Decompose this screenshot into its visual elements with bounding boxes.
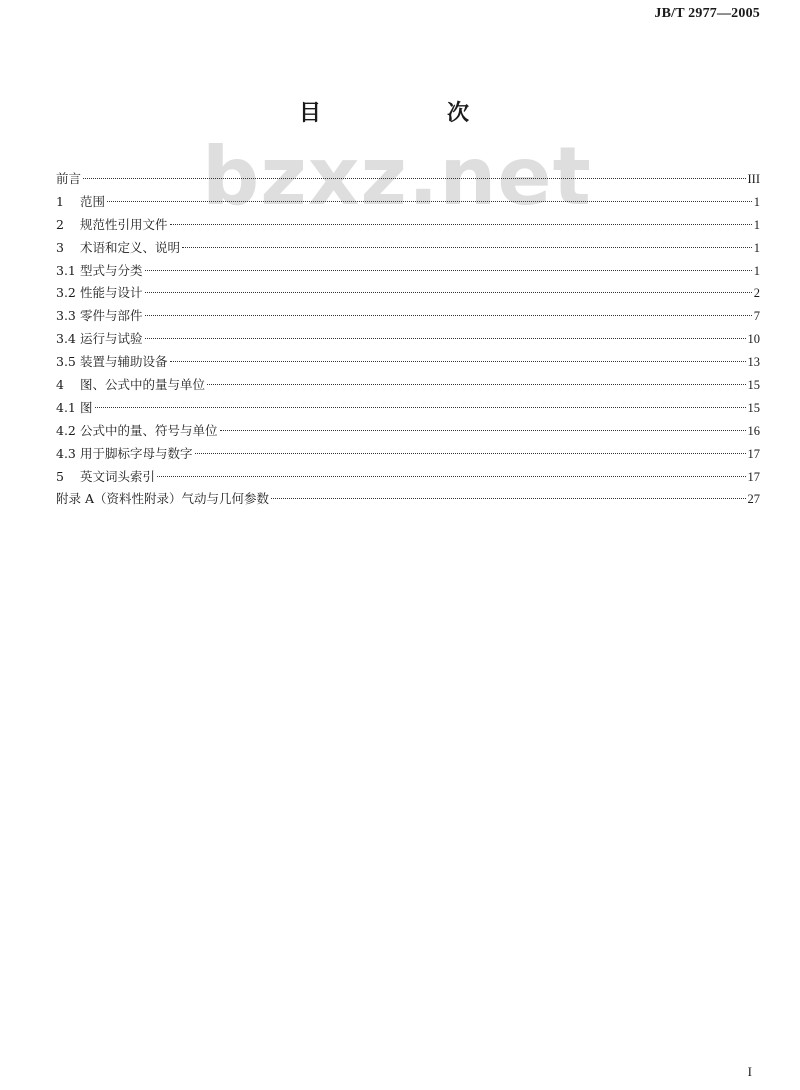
- toc-leader-dots: [170, 224, 752, 225]
- toc-entry-7[interactable]: [56, 328, 760, 351]
- toc-entry-number: 4.2: [56, 422, 76, 438]
- toc-leader-dots: [83, 178, 745, 179]
- toc-entry-page: 17: [747, 469, 760, 484]
- toc-entry-0[interactable]: [56, 168, 760, 191]
- toc-entry-number: 3.4: [56, 331, 76, 347]
- toc-leader-dots: [220, 430, 746, 431]
- toc-leader-dots: [107, 201, 752, 202]
- toc-entry-page: 1: [753, 194, 760, 209]
- toc-leader-dots: [271, 498, 745, 499]
- toc-entry-page: 1: [753, 240, 760, 255]
- toc-entry-label: 装置与辅助设备: [80, 354, 168, 370]
- toc-entry-page: III: [747, 172, 760, 186]
- toc-entry-label: 规范性引用文件: [80, 216, 168, 232]
- toc-entry-number: 3.2: [56, 285, 76, 301]
- toc-entry-label: 运行与试验: [80, 331, 143, 347]
- toc-entry-number: 4.1: [56, 399, 76, 415]
- toc-leader-dots: [195, 453, 746, 454]
- toc-leader-dots: [157, 476, 745, 477]
- toc-entry-10[interactable]: [56, 397, 760, 420]
- toc-entry-12[interactable]: [56, 443, 760, 466]
- toc-entry-number: 5: [56, 468, 64, 484]
- toc-entry-page: 1: [753, 217, 760, 232]
- toc-entry-13[interactable]: [56, 466, 760, 489]
- toc-leader-dots: [207, 384, 745, 385]
- toc-entry-number: 4: [56, 377, 64, 393]
- toc-entry-8[interactable]: [56, 351, 760, 374]
- toc-entry-page: 27: [747, 492, 760, 507]
- toc-leader-dots: [145, 270, 752, 271]
- toc-entry-page: 2: [753, 286, 760, 301]
- table-of-contents: [56, 168, 760, 511]
- toc-title: 目 次: [298, 100, 521, 126]
- watermark: bzxz.net: [202, 130, 592, 223]
- toc-entry-label: 型式与分类: [80, 262, 143, 278]
- toc-entry-number: 2: [56, 216, 64, 232]
- toc-entry-11[interactable]: [56, 420, 760, 443]
- toc-entry-label: 范围: [80, 193, 106, 209]
- toc-entry-9[interactable]: [56, 374, 760, 397]
- toc-entry-page: 7: [753, 309, 760, 324]
- toc-entry-number: 3.3: [56, 308, 76, 324]
- toc-entry-label: 零件与部件: [80, 308, 143, 324]
- toc-leader-dots: [145, 315, 752, 316]
- toc-entry-label: 图、公式中的量与单位: [80, 377, 206, 393]
- toc-leader-dots: [170, 361, 746, 362]
- toc-entry-number: 3.1: [56, 262, 76, 278]
- toc-entry-6[interactable]: [56, 305, 760, 328]
- page-number: I: [747, 1064, 752, 1079]
- toc-entry-label: 附录 A（资料性附录）气动与几何参数: [56, 491, 270, 507]
- toc-entry-page: 17: [747, 446, 760, 461]
- standard-number: JB/T 2977—2005: [654, 6, 760, 21]
- toc-leader-dots: [145, 292, 752, 293]
- toc-entry-3[interactable]: [56, 237, 760, 260]
- toc-entry-number: 1: [56, 193, 64, 209]
- toc-leader-dots: [182, 247, 752, 248]
- toc-leader-dots: [145, 338, 746, 339]
- toc-entry-14[interactable]: [56, 488, 760, 511]
- toc-entry-4[interactable]: [56, 260, 760, 283]
- toc-entry-page: 13: [747, 355, 760, 370]
- toc-entry-number: 3.5: [56, 354, 76, 370]
- toc-entry-page: 15: [747, 400, 760, 415]
- toc-entry-page: 1: [753, 263, 760, 278]
- toc-entry-label: 英文词头索引: [80, 468, 156, 484]
- toc-entry-label: 性能与设计: [80, 285, 143, 301]
- toc-entry-label: 图: [80, 399, 93, 415]
- toc-entry-number: 4.3: [56, 445, 76, 461]
- toc-entry-2[interactable]: [56, 214, 760, 237]
- toc-entry-page: 15: [747, 378, 760, 393]
- toc-entry-label: 术语和定义、说明: [80, 239, 181, 255]
- toc-entry-label: 公式中的量、符号与单位: [80, 422, 218, 438]
- toc-leader-dots: [95, 407, 746, 408]
- toc-entry-label: 用于脚标字母与数字: [80, 445, 193, 461]
- toc-entry-1[interactable]: [56, 191, 760, 214]
- toc-entry-number: 3: [56, 239, 64, 255]
- toc-entry-page: 10: [747, 332, 760, 347]
- toc-entry-label: 前言: [56, 171, 82, 186]
- toc-entry-5[interactable]: [56, 282, 760, 305]
- toc-entry-page: 16: [747, 423, 760, 438]
